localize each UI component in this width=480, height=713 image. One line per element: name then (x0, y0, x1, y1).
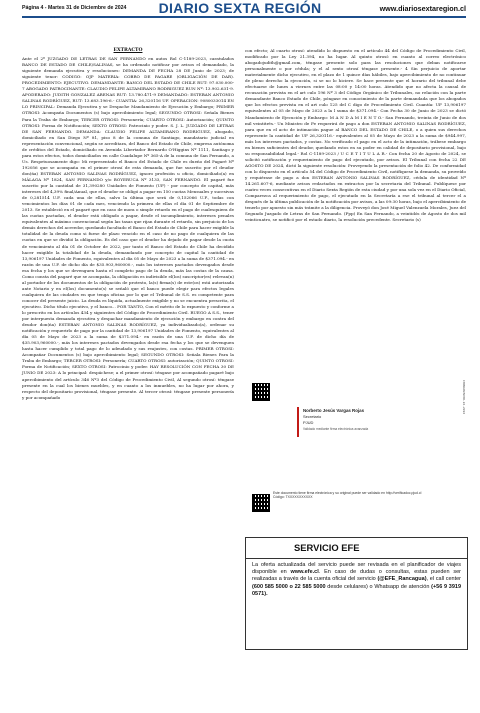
signer-org: PJUD (303, 420, 314, 425)
ad-site-link[interactable]: www.efe.cl (290, 569, 319, 576)
header-rule (22, 16, 466, 18)
verification-qr-icon (252, 494, 270, 512)
verification-text (273, 491, 463, 500)
notice-right-text: con efecto; Al cuarto otrosí: atendido lo dispuesto en el artículo 44 del Código de Procedimiento Civil, modificado por la Ley 21.394, no ha lugar. Al quinto otrosí: en cuanto al correo electrónico abogadojudith@gmail.com, téngase presente solo para las resoluciones que deban notificarse personalmente o por cédula; y el al sexto otrosí téngase presente.- 4 Sin perjuicio de aportar materialmente dicho ejecutivo, en el plazo de 1 quince días hábiles, bajo apercibimiento de no continuar de pleno derecho la ejecución, si se no lo hiciere. Se hace presente que el horario del tribunal debe efectuarse de lunes a viernes entre las 08:00 y 14:00 horas. Atendido que no afecta la causal de recusación prevista en el art culo 196 Nº 3 del Código Orgánico de Tribunales, no relación con la parte demandante Banco Estado de Chile, póngase en conocimiento de la parte demandada que los abogados que los efectos prevista en el art culo 125 del C digo de Procedimiento Civil. Cuantía: UF 13,906197 equivalentes al 05 de Mayo de 2023 a la l suma de $371.094.- Con Fecha 30 de Junio de 2023 se dictó Mandamiento de Ejecución y Embargo: M A N D A M I E N T O.- San Fernando, treinta de Junio de dos mil veintitrés.- Un Ministro de Fe requerirá de pago a don ESTEBAN ANTONIO SALINAS RODRÍGUEZ, para que en el acto de intimación pague al BANCO DEL ESTADO DE CHILE, o a quien sus derechos represente la cantidad de UF 26,320116.- equivalentes al 05 de Mayo de 2023 a la suma de $944.997, más los intereses pactados, y costas. No verificado el pago en el acto de la intimación, trábese embargo en bienes suficientes del deudor, quedando estos en su poder en calidad de depositario provisional, bajo su responsabilidad legal.- Rol C-1189-2023 / U C E T I T U L A R.- Con fecha 20 de Agosto de 2024, se solicitó notificación y requerimiento de pago del ejecutado, por avisos. El Tribunal con fecha 22 DE AGOSTO DE 2024, dictó la siguiente resolución: Proveyendo la presentación de folio 42. De conformidad con lo dispuesto en el artículo 54 del Código de Procedimiento Civil, notifíquese la demanda, su proveído y requiérase de pago a don ESTEBAN ANTONIO SALINAS RODRÍGUEZ, cédula de identidad Nº 14.261.607-6, mediante avisos redactados en extractos por la secretaria del Tribunal. Publíquese por cuatro veces consecutivas en el Diario Sexta Región de esta ciudad y por una sola vez en el Diario Oficial, Comparezca al requerimiento de pago, el ejecutado en la Secretaría a ese el tribunal al tercer el a después de la última publicación de la notificación por avisos, a las 09:30 horas, bajo el apercibimiento de tenerlo por apuesto sin más trámite a la diligencia. Proveyó don José Miguel Valenzuela Morales, Juez del Segundo Juzgado de Letras de San Fernando. (Fpp) En San Fernando, a veintidós de Agosto de dos mil veinticuatro, se notificó por el estado diario, la resolución precedente. Secretario (s) (245, 48, 466, 223)
ad-header (246, 538, 467, 559)
ad-account[interactable]: (@EFE_Rancagua) (377, 576, 427, 583)
page-header (0, 0, 480, 32)
ad-text-2: . En caso de dudas o consultas, estas pueden ser realizadas a través de la cuenta oficial del servicio (252, 569, 461, 583)
ad-phones: (600 585 5000 o 22 585 5000 (252, 583, 326, 590)
efe-service-ad (245, 537, 468, 650)
ad-title: SERVICIO EFE (294, 542, 360, 553)
ad-text-1: La oferta actualizada del servicio puede ser revisada en el planificador de viajes disponible en (252, 562, 461, 576)
verification-code: Código: TXXXXXXXXXXX (273, 495, 313, 500)
newspaper-brand: DIARIO SEXTA REGIÓN (158, 0, 322, 16)
ad-whatsapp[interactable]: (+56 9 3919 0571). (252, 583, 462, 597)
signer-name: Norberto Jesús Vargas Rojas (303, 408, 365, 413)
side-code: CONSERVADOR-24-2024 (462, 380, 465, 415)
website-link[interactable]: www.diariosextaregion.cl (379, 4, 466, 13)
notice-right-column (245, 48, 466, 223)
notice-left-column (22, 48, 234, 401)
verification-description: Este documento tiene firma electrónica y su original puede ser validado en http://verificadoc.pjud.cl (273, 491, 422, 495)
signature-bar (297, 407, 299, 437)
electronic-signature (297, 407, 417, 437)
signature-note: Validado mediante firma electrónica avanzada (303, 427, 369, 431)
page-info: Página 4 - Martes 31 de Diciembre de 2024 (22, 5, 127, 11)
signer-role: Secretario (303, 414, 322, 419)
qr-code-icon (252, 383, 270, 401)
ad-text-3: , el call center (426, 576, 462, 583)
notice-title: EXTRACTO (113, 48, 143, 53)
notice-left-text: Ante el 2º JUZGADO DE LETRAS DE SAN FERNANDO en autos Rol C-1189-2023, caratulados BANCO DE ESTADO DE CHILE/SALINAS, se ha ordenado notificar por avisos el demandado, la siguiente demanda ejecutiva y resoluciones: DEMANDA DE FECHA 28 DE Junio de 2023; de siguiente tenor: CODIGO: OJP MATERIA: COBRO DE PAGARE (OBLIGACIÓN DE DAR). PROCEDIMIENTO: EJECUTIVO. DEMANDANTE: BANCO DEL ESTADO DE CHILE RUT: 97.030.000-7 ABOGADO PATROCINANTE: CLAUDIO FELIPE ALTAMIRANO RODRIGUEZ RUN Nº: 13.902.631-9. APODERADO: JUDITH GONZALEZ ARENAS RUT: 13.780.471-9 DEMANDADO: ESTEBAN ANTONIO SALINAS RODRÍGUEZ, RUT: 13.683.196-6.- CUANTIA: 26,320116 UF. OPERACION: 9080033014 EN LO PRINCIPAL: Demanda Ejecutiva y se Despache Mandamiento de Ejecución y Embargo; PRIMER OTROSI: Acompaña Documentos (s) bajo apercibimiento legal; SEGUNDO OTROSI: Señala Bienes Para la Traba de Embargo; TERCER OTROSI: Personería; CUARTO OTROSI: Autorización; QUINTO OTROSI: Forma de Notificación; SEXTO OTROSI: Patrocinio y poder. S. J. L. JUZGADO DE LETRAS DE SAN FERNANDO. DEMANDA: CLAUDIO FELIPE ALTAMIRANO RODRIGUEZ, abogado, domiciliado en San Diego Nº 81, piso 8 de la comuna de Santiago, mandatario judicial en representación convencional, según se acreditara, del Banco del Estado de Chile, empresa autónoma de créditos del Estado, domiciliado en Avenida Libertador Bernardo O'Higgins Nº 1111, Santiago y para estos efectos, todos domiciliados en calle Cuadalupe Nº 365-A de la comuna de San Fernando, a Us. Respetuosamente digo: Mi representado el Banco del Estado de Chile es dueño del Pagaré Nº 192056 que se acompaña en el primer otrosí de esta demanda, que fue suscrito por el deudor don(ña) ESTEBAN ANTONIO SALINAS RODRÍGUEZ, ignoro profesión u oficio, domiciliado(a) en MÁLAGA Nº 1824, SAN FERNANDO y/o BOYERUCA Nº 3133, SAN FERNANDO. El pagaré fue suscrito por la cantidad de 31,390280 Unidades de Fomento (UF) - por concepto de capital, más intereses del 4,39% final/Anual, que el deudor se obligó a pagar en 150 cuotas Mensuales y sucesivas de 0,281514 U.F. cada una de ellas, salvo la última que será de 0,152066 U.F., todas con vencimientos los días 01 de cada mes, venciendo la primera de ellas el día 01 de Septiembre de 2013. Se estableció en el pagaré que en caso de mora o simple retardo en el pago de cualesquiera de las cuotas pactadas, el deudor está obligado a pagar, desde el incumplimiento, intereses penales equivalentes al máximo convencional según las tasas que rijan durante el retardo, sin perjuicio de los demás derechos del acreedor, quedando facultado el Banco del Estado de Chile para hacer exigible la totalidad de la deuda como si fuese de plazo vencido en el caso de no pago de cualquiera de las cuotas en que se dividió la obligación. Es del caso que el deudor ha dejado de pagar desde la cuota de vencimiento al día 01 de October de 2022, por tanto el Banco del Estado de Chile ha decidido hacer exigible la totalidad de la deuda, demandando por concepto de capital la cantidad de 13,906197 Unidades de Fomento, equivalentes al día 05 de Mayo de 2023 a la suma de $371.094.- en razón de una U.F. de dicho día de $35.903,960000.-, más los intereses pactados devengados desde esa fecha y los que se devenguen hasta el completo pago de la deuda, más las costas de la causa. Como consta del pagaré que se acompaña, la obligación es indivisible el(los) suscriptor(es) relevan(n) al portador de los documentos de la obligación de protesto, la(s) firma(s) de este(os) está autorizada ante Notario y en el(los) documento(s) se señaló que el banco puede elegir para efectos legales cualquiera de las ciudades en que tenga oficina por lo que el Tribunal de S.S. es competente para conocer del presente juicio. La deuda es líquida, actualmente exigible y no se encuentra prescrita, el ejecutivo. Dicho título ejecutivo, y el banco... POR TANTO, Con el mérito de lo expuesto y conforme a lo prescrito en los artículos 434 y siguientes del Código de Procedimiento Civil. RUEGO A S.S., tener por interpuesta demanda ejecutiva y despachar mandamiento de ejecución y embargo en contra del deudor don(ña) ESTEBAN ANTONIO SALINAS RODRÍGUEZ, ya individualizado(a), ordenar su notificación y requerirlo de pago por la cantidad de 13,906197 Unidades de Fomento, equivalentes al día 05 de Mayo de 2023 a la suma de $371.094.- en razón de una U.F. de dicho día de $35.903,960000.-, más los intereses pactados devengados desde esa fecha y los que se devenguen hasta hacer cumplido y total pago de lo adeudado y sus reajustes, con costas. PRIMER OTROSI: Acompañar Documentos (s) bajo apercibimiento legal; SEGUNDO OTROSI: Señala Bienes Para la Traba de Embargo; TERCER OTROSI: Personería; CUARTO OTROSI: autorización; QUINTO OTROSI: Forma de Notificación; SEXTO OTROSI: Patrocinio y poder. HAY RESOLUCIÓN CON FECHA 30 DE JUNIO DE 2023: A lo principal: despáchese; a el primer otrosí: téngase por acompañado pagaré bajo apercibimiento del artículo 346 Nº3 del Código de Procedimiento Civil, Al segundo otrosí: téngase presente en la cual los bienes muebles, y en cuanto a los inmuebles, no ha lugar por ahora, y respecto del depositario provisional, téngase presente. Al tercer otrosí: téngase presente personería y por acompañado (22, 56, 234, 400)
ad-text-4: desde celulares) o Whatsapp de atención (327, 583, 430, 590)
ad-body (246, 559, 467, 601)
